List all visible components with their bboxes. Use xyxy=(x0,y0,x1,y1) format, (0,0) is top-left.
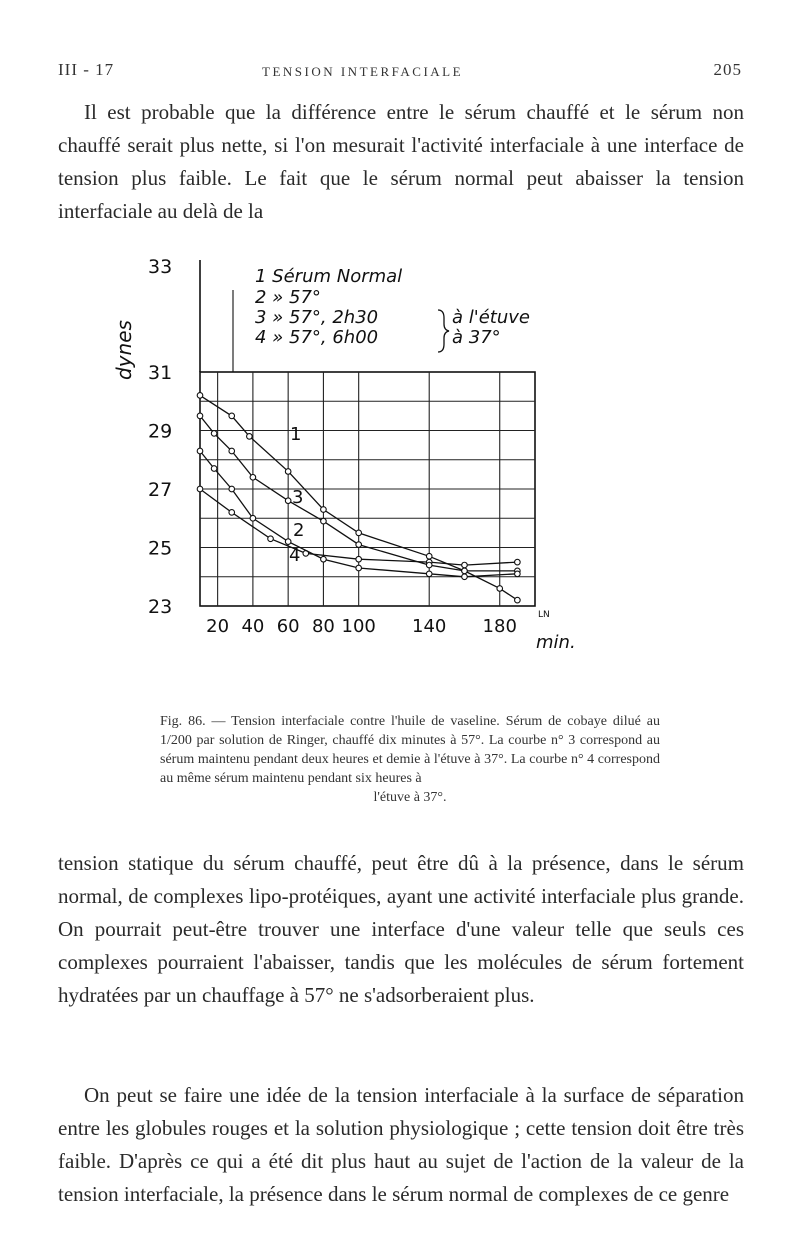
data-point-series-2 xyxy=(197,486,203,492)
interfacial-tension-chart xyxy=(0,250,800,710)
corner-mark: LN xyxy=(538,610,550,620)
curve-label-1: 1 xyxy=(290,424,302,445)
data-point-series-3 xyxy=(229,448,235,454)
figure-caption-end: l'étuve à 37°. xyxy=(373,790,447,805)
legend-line-4: 4 » 57°, 6h00 xyxy=(255,327,379,348)
data-point-series-1 xyxy=(426,553,432,559)
x-tick-label: 100 xyxy=(341,616,376,637)
data-point-series-4 xyxy=(462,574,468,580)
figure-caption-main: Fig. 86. — Tension interfaciale contre l'huile de vaseline. Sérum de cobaye dilué au 1/200 par solution de Ringer, chauffé dix minutes à 57°. La courbe n° 3 correspond au sérum maintenu pendant deux heures et demie à l'étuve à 37°. La courbe n° 4 correspond au même sérum maintenu pendant six heures à xyxy=(160,714,660,786)
data-point-series-1 xyxy=(497,586,503,592)
paragraph-next: On peut se faire une idée de la tension interfaciale à la surface de séparation entre les globules rouges et la solution physiologique ; cette tension doit être très faible. D'après ce qui a été dit plus haut au sujet de l'action de la valeur de la tension interfaciale, la présence dans le sérum normal de complexes de ce genre xyxy=(58,1083,744,1206)
data-point-series-1 xyxy=(321,507,327,513)
data-point-series-1 xyxy=(285,469,291,475)
x-tick-label: 20 xyxy=(206,616,230,637)
y-tick-label: 29 xyxy=(148,420,173,443)
legend-brace-text-2: à 37° xyxy=(452,327,501,348)
data-point-series-1 xyxy=(247,434,253,440)
y-tick-label: 25 xyxy=(148,537,173,560)
y-tick-label: 33 xyxy=(148,256,173,278)
legend-line-3: 3 » 57°, 2h30 xyxy=(255,307,379,328)
y-tick-label: 27 xyxy=(148,479,173,501)
x-tick-label: 40 xyxy=(241,616,265,637)
data-point-series-4 xyxy=(229,486,235,492)
y-axis-label: dynes xyxy=(112,320,136,380)
data-point-series-3 xyxy=(285,498,291,504)
y-tick-label: 31 xyxy=(148,362,173,384)
data-point-series-4 xyxy=(250,515,256,521)
data-point-series-1 xyxy=(515,597,521,603)
data-point-series-4 xyxy=(211,466,217,472)
running-header-title: TENSION INTERFACIALE xyxy=(262,64,464,79)
data-point-series-4 xyxy=(426,571,432,577)
data-point-series-4 xyxy=(321,556,327,562)
figure-caption xyxy=(160,712,660,807)
data-point-series-3 xyxy=(356,542,362,548)
data-point-series-2 xyxy=(515,559,521,565)
data-point-series-2 xyxy=(356,556,362,562)
x-tick-label: 180 xyxy=(482,616,517,637)
page-number: 205 xyxy=(713,60,742,79)
running-header-left: III - 17 xyxy=(58,60,115,79)
x-axis-unit-label: min. xyxy=(536,632,576,653)
curve-label-4: 4 xyxy=(289,545,301,566)
legend-brace xyxy=(438,310,449,352)
data-point-series-3 xyxy=(211,431,217,437)
data-point-series-1 xyxy=(229,413,235,419)
data-point-series-4 xyxy=(285,539,291,545)
data-point-series-3 xyxy=(462,568,468,574)
data-point-series-2 xyxy=(268,536,274,542)
paragraph-continued: tension statique du sérum chauffé, peut être dû à la présence, dans le sérum normal, de complexes lipo-protéiques, ayant une activité interfaciale plus grande. On pourrait peut-être trouver une interface d'une valeur telle que seuls ces complexes pourraient l'abaisser, tandis que les molécules de sérum fortement hydratées par un chauffage à 57° ne s'adsorberaient plus. xyxy=(58,851,744,1007)
curve-label-3: 3 xyxy=(292,487,304,508)
legend-line-2: 2 » 57° xyxy=(255,287,321,308)
x-tick-label: 80 xyxy=(311,616,335,637)
data-point-series-1 xyxy=(197,393,203,399)
data-point-series-1 xyxy=(356,530,362,536)
data-point-series-3 xyxy=(197,413,203,419)
data-point-series-4 xyxy=(356,565,362,571)
y-tick-label: 23 xyxy=(148,596,173,618)
data-point-series-3 xyxy=(426,562,432,568)
legend-brace-text-1: à l'étuve xyxy=(452,307,530,328)
data-point-series-3 xyxy=(321,518,327,524)
paragraph-intro: Il est probable que la différence entre le sérum chauffé et le sérum non chauffé serait plus nette, si l'on mesurait l'activité interfaciale à une interface de tension plus faible. Le fait que le sérum normal peut abaisser la tension interfaciale au delà de la xyxy=(58,100,744,223)
legend-line-1: 1 Sérum Normal xyxy=(255,266,403,287)
x-tick-label: 60 xyxy=(276,616,300,637)
data-point-series-4 xyxy=(515,571,521,577)
data-point-series-4 xyxy=(197,448,203,454)
data-point-series-2 xyxy=(462,562,468,568)
data-point-series-2 xyxy=(229,510,235,516)
curve-label-2: 2 xyxy=(293,520,305,541)
x-tick-label: 140 xyxy=(412,616,447,637)
data-point-series-3 xyxy=(250,475,256,481)
